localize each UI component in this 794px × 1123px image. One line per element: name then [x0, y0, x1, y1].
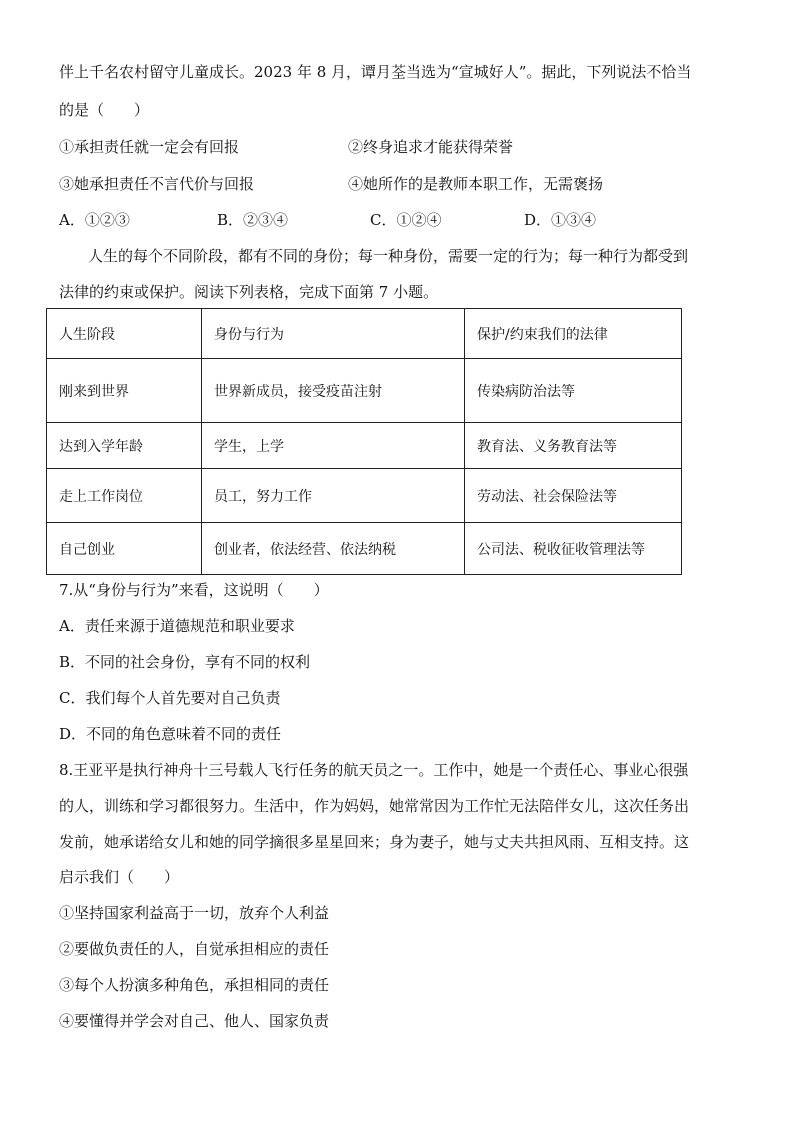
table-header-cell: 人生阶段: [47, 309, 202, 359]
intro-line-2: 的是（ ）: [59, 101, 150, 119]
passage-line-2: 法律的约束或保护。阅读下列表格，完成下面第 7 小题。: [59, 283, 439, 301]
q8-line-2: 的人，训练和学习都很努力。生活中，作为妈妈，她常常因为工作忙无法陪伴女儿，这次任务出: [59, 797, 690, 815]
table-cell: 创业者，依法经营、依法纳税: [202, 523, 465, 575]
q8-line-3: 发前，她承诺给女儿和她的同学摘很多星星回来；身为妻子，她与丈夫共担风雨、互相支持。这: [59, 833, 690, 851]
q7-stem: 7.从“身份与行为”来看，这说明（ ）: [59, 581, 329, 599]
table-cell: 学生，上学: [202, 423, 465, 469]
table-cell: 达到入学年龄: [47, 423, 202, 469]
intro-line-1: 伴上千名农村留守儿童成长。2023 年 8 月，谭月荃当选为“宣城好人”。据此，下列说法不恰当: [59, 63, 692, 81]
q8-line-4: 启示我们（ ）: [59, 868, 180, 886]
option-a: A．①②③: [59, 211, 130, 229]
table-cell: 传染病防治法等: [465, 359, 682, 423]
q7-option-a: A．责任来源于道德规范和职业要求: [59, 617, 295, 635]
table-header-row: [47, 309, 682, 359]
table-cell: 劳动法、社会保险法等: [465, 469, 682, 523]
q7-option-b: B．不同的社会身份，享有不同的权利: [59, 653, 311, 671]
table-row: [47, 469, 682, 523]
q7-option-c: C．我们每个人首先要对自己负责: [59, 689, 281, 707]
q8-statement-1: ①坚持国家利益高于一切，放弃个人利益: [59, 904, 330, 922]
life-stage-table: [46, 308, 682, 575]
table-cell: 走上工作岗位: [47, 469, 202, 523]
statement-4: ④她所作的是教师本职工作，无需褒扬: [348, 175, 604, 193]
q7-option-d: D．不同的角色意味着不同的责任: [59, 725, 282, 743]
table-cell: 世界新成员，接受疫苗注射: [202, 359, 465, 423]
table-row: [47, 523, 682, 575]
table-header-cell: 保护/约束我们的法律: [465, 309, 682, 359]
option-d: D．①③④: [524, 211, 597, 229]
table-row: [47, 423, 682, 469]
table-cell: 员工，努力工作: [202, 469, 465, 523]
table-cell: 刚来到世界: [47, 359, 202, 423]
option-c: C．①②④: [370, 211, 442, 229]
table-cell: 教育法、义务教育法等: [465, 423, 682, 469]
q8-statement-2: ②要做负责任的人，自觉承担相应的责任: [59, 940, 330, 958]
option-b: B．②③④: [217, 211, 289, 229]
passage-line-1: 人生的每个不同阶段，都有不同的身份；每一种身份，需要一定的行为；每一种行为都受到: [88, 247, 689, 265]
q8-statement-3: ③每个人扮演多种角色，承担相同的责任: [59, 976, 330, 994]
statement-1: ①承担责任就一定会有回报: [59, 138, 240, 156]
table-cell: 公司法、税收征收管理法等: [465, 523, 682, 575]
table-header-cell: 身份与行为: [202, 309, 465, 359]
table-cell: 自己创业: [47, 523, 202, 575]
table-row: [47, 359, 682, 423]
statement-2: ②终身追求才能获得荣誉: [348, 138, 514, 156]
q8-line-1: 8.王亚平是执行神舟十三号载人飞行任务的航天员之一。工作中，她是一个责任心、事业心很强: [59, 761, 689, 779]
q8-statement-4: ④要懂得并学会对自己、他人、国家负责: [59, 1012, 330, 1030]
statement-3: ③她承担责任不言代价与回报: [59, 175, 255, 193]
